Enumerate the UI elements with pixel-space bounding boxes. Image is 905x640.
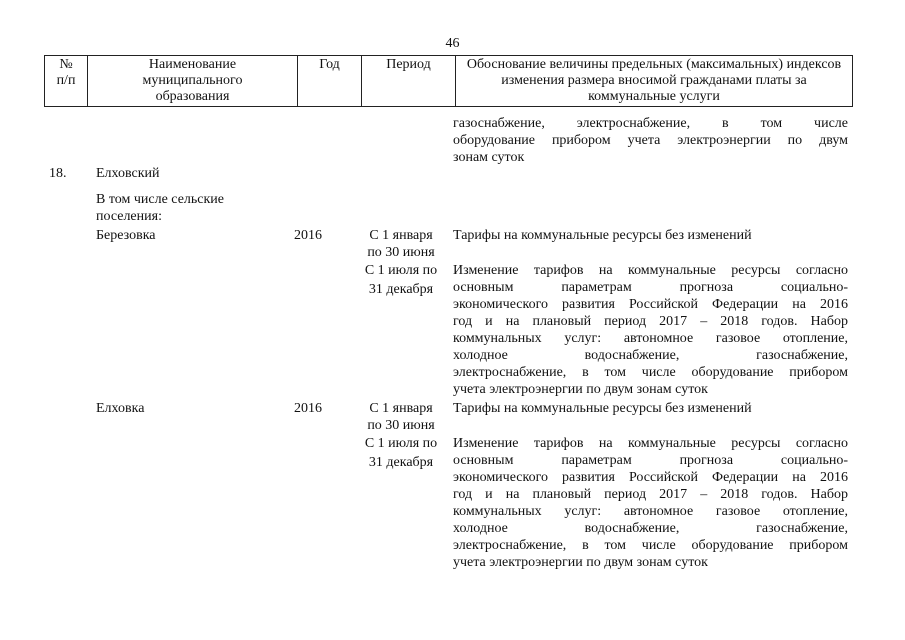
basis-text: Тарифы на коммунальные ресурсы без изменений xyxy=(453,228,752,243)
period-line: С 1 июля по xyxy=(364,436,438,451)
entry-subheading: поселения: xyxy=(96,209,162,224)
basis-line: экономического развития Российской Федерации на 2016 xyxy=(453,470,848,485)
basis-line: коммунальных услуг: автономное газовое отопление, xyxy=(453,504,848,519)
period-line: С 1 июля по xyxy=(364,263,438,278)
settlement-year: 2016 xyxy=(294,228,322,243)
basis-line: год и на плановый период 2017 – 2018 годов. Набор xyxy=(453,314,848,329)
basis-line: учета электроэнергии по двум зонам суток xyxy=(453,555,708,570)
continued-line: газоснабжение, электроснабжение, в том числе xyxy=(453,116,848,131)
settlement-year: 2016 xyxy=(294,401,322,416)
entry-name: Елховский xyxy=(96,166,160,181)
basis-line: экономического развития Российской Федерации на 2016 xyxy=(453,297,848,312)
period-line: по 30 июня xyxy=(367,418,435,433)
header-year: Год xyxy=(298,56,362,107)
basis-line: учета электроэнергии по двум зонам суток xyxy=(453,382,708,397)
period-line: 31 декабря xyxy=(368,455,434,470)
basis-line: электроснабжение, в том числе оборудование прибором xyxy=(453,538,848,553)
header-municipality: Наименование муниципального образования xyxy=(88,56,298,107)
entry-subheading: В том числе сельские xyxy=(96,192,225,207)
basis-line: коммунальных услуг: автономное газовое отопление, xyxy=(453,331,848,346)
basis-line: основным параметрам прогноза социально- xyxy=(453,280,848,295)
period-line: С 1 января xyxy=(369,228,433,243)
period-line: 31 декабря xyxy=(368,282,434,297)
continued-line: зонам суток xyxy=(453,150,525,165)
settlement-name: Березовка xyxy=(96,228,156,243)
page-number: 46 xyxy=(445,36,460,51)
continued-line: оборудование прибором учета электроэнергии по двум xyxy=(453,133,848,148)
header-period: Период xyxy=(362,56,456,107)
basis-line: электроснабжение, в том числе оборудование прибором xyxy=(453,365,848,380)
basis-line: Изменение тарифов на коммунальные ресурсы согласно xyxy=(453,436,848,451)
basis-text: Тарифы на коммунальные ресурсы без изменений xyxy=(453,401,752,416)
header-number: № п/п xyxy=(45,56,88,107)
entry-number: 18. xyxy=(49,166,67,181)
settlement-name: Елховка xyxy=(96,401,145,416)
header-basis: Обоснование величины предельных (максимальных) индексов изменения размера вносимой гражданами платы за коммунальные услуги xyxy=(456,56,853,107)
period-line: С 1 января xyxy=(369,401,433,416)
basis-line: холодное водоснабжение, газоснабжение, xyxy=(453,521,848,536)
basis-line: основным параметрам прогноза социально- xyxy=(453,453,848,468)
period-line: по 30 июня xyxy=(367,245,435,260)
basis-line: холодное водоснабжение, газоснабжение, xyxy=(453,348,848,363)
basis-line: год и на плановый период 2017 – 2018 годов. Набор xyxy=(453,487,848,502)
basis-line: Изменение тарифов на коммунальные ресурсы согласно xyxy=(453,263,848,278)
